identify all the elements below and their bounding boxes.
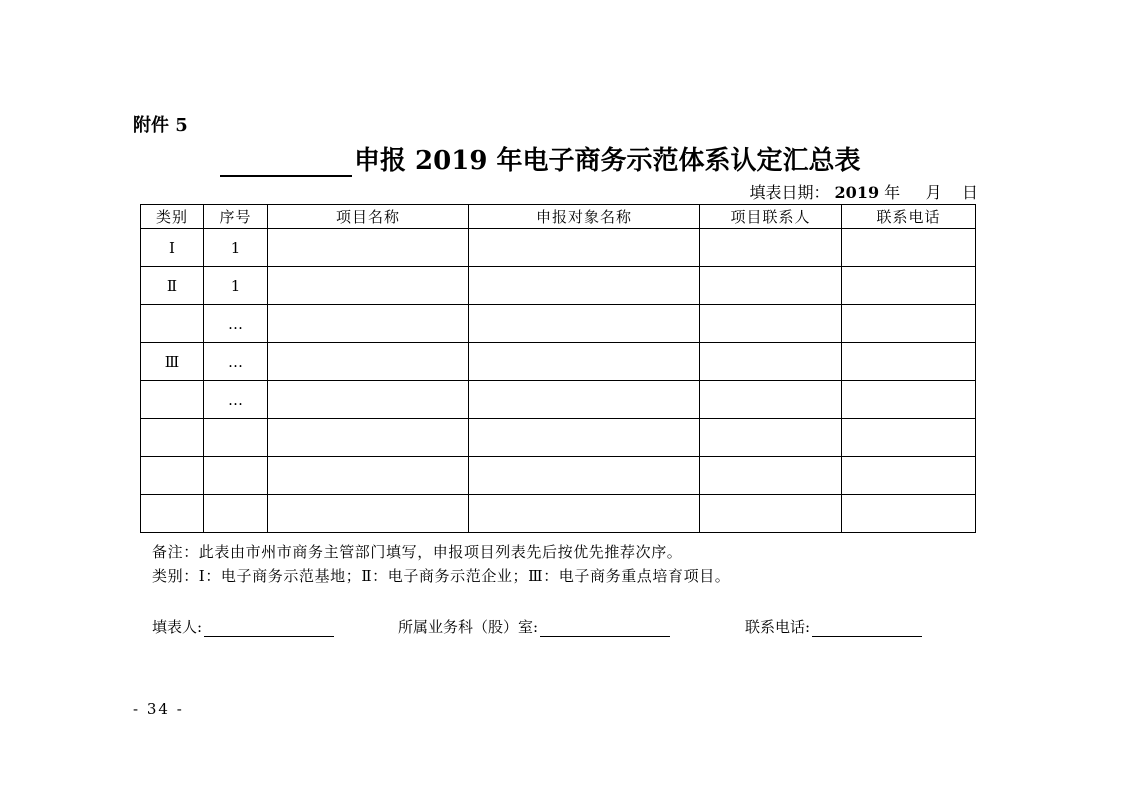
cell-contact-phone[interactable]	[842, 419, 976, 457]
fill-date-year-unit: 年	[884, 183, 901, 202]
fill-date	[749, 180, 978, 203]
cell-contact-person[interactable]	[700, 267, 842, 305]
cell-contact-phone[interactable]	[842, 267, 976, 305]
cell-project-name[interactable]	[268, 343, 469, 381]
cell-contact-person[interactable]	[700, 343, 842, 381]
cell-applicant-name[interactable]	[469, 267, 700, 305]
cell-applicant-name[interactable]	[469, 457, 700, 495]
cell-contact-person[interactable]	[700, 229, 842, 267]
cell-applicant-name[interactable]	[469, 495, 700, 533]
cell-project-name[interactable]	[268, 305, 469, 343]
cell-applicant-name[interactable]	[469, 343, 700, 381]
summary-table	[140, 204, 976, 533]
header-seq: 序号	[204, 205, 268, 229]
table-row	[141, 305, 976, 343]
cell-contact-phone[interactable]	[842, 229, 976, 267]
cell-category	[141, 381, 204, 419]
cell-applicant-name[interactable]	[469, 419, 700, 457]
cell-seq: …	[204, 305, 268, 343]
cell-contact-person[interactable]	[700, 381, 842, 419]
fill-date-day-unit: 日	[961, 183, 978, 202]
table-header-row	[141, 205, 976, 229]
cell-project-name[interactable]	[268, 419, 469, 457]
fill-date-label: 填表日期：	[749, 183, 830, 202]
cell-category: Ⅲ	[141, 343, 204, 381]
filler-field	[152, 616, 334, 637]
fill-date-year: 2019	[834, 183, 880, 202]
page-title	[220, 140, 860, 177]
header-applicant-name: 申报对象名称	[469, 205, 700, 229]
fill-date-month-unit: 月	[925, 183, 942, 202]
cell-contact-person[interactable]	[700, 305, 842, 343]
cell-category	[141, 305, 204, 343]
cell-project-name[interactable]	[268, 381, 469, 419]
header-category: 类别	[141, 205, 204, 229]
cell-applicant-name[interactable]	[469, 305, 700, 343]
phone-field	[745, 616, 922, 637]
cell-contact-phone[interactable]	[842, 381, 976, 419]
cell-category	[141, 419, 204, 457]
title-blank-line	[220, 145, 352, 177]
header-contact-person: 项目联系人	[700, 205, 842, 229]
cell-project-name[interactable]	[268, 229, 469, 267]
cell-contact-person[interactable]	[700, 457, 842, 495]
cell-seq	[204, 457, 268, 495]
filler-blank[interactable]	[204, 620, 334, 637]
title-text: 申报 2019 年电子商务示范体系认定汇总表	[354, 146, 861, 176]
note-line-1: 备注：此表由市州市商务主管部门填写，申报项目列表先后按优先推荐次序。	[152, 543, 683, 561]
table-row	[141, 419, 976, 457]
department-blank[interactable]	[540, 620, 670, 637]
page-number: - 34 -	[133, 700, 184, 718]
cell-project-name[interactable]	[268, 457, 469, 495]
note-line-2: 类别：Ⅰ：电子商务示范基地；Ⅱ：电子商务示范企业；Ⅲ：电子商务重点培育项目。	[152, 567, 731, 585]
cell-contact-phone[interactable]	[842, 305, 976, 343]
table-row	[141, 381, 976, 419]
table-row	[141, 267, 976, 305]
phone-blank[interactable]	[812, 620, 922, 637]
cell-category: Ⅰ	[141, 229, 204, 267]
department-label: 所属业务科（股）室:	[398, 618, 539, 636]
cell-category	[141, 495, 204, 533]
table-row	[141, 343, 976, 381]
table-row	[141, 229, 976, 267]
cell-category: Ⅱ	[141, 267, 204, 305]
header-project-name: 项目名称	[268, 205, 469, 229]
cell-seq: …	[204, 343, 268, 381]
filler-label: 填表人:	[152, 618, 203, 636]
cell-seq: 1	[204, 267, 268, 305]
table-row	[141, 457, 976, 495]
attachment-label: 附件 5	[133, 115, 188, 136]
header-contact-phone: 联系电话	[842, 205, 976, 229]
cell-project-name[interactable]	[268, 267, 469, 305]
cell-contact-phone[interactable]	[842, 495, 976, 533]
cell-project-name[interactable]	[268, 495, 469, 533]
phone-label: 联系电话:	[745, 618, 811, 636]
cell-contact-phone[interactable]	[842, 457, 976, 495]
department-field	[398, 616, 670, 637]
table-row	[141, 495, 976, 533]
cell-contact-phone[interactable]	[842, 343, 976, 381]
cell-category	[141, 457, 204, 495]
cell-seq	[204, 419, 268, 457]
cell-seq: 1	[204, 229, 268, 267]
cell-applicant-name[interactable]	[469, 381, 700, 419]
cell-seq: …	[204, 381, 268, 419]
cell-contact-person[interactable]	[700, 495, 842, 533]
cell-seq	[204, 495, 268, 533]
cell-applicant-name[interactable]	[469, 229, 700, 267]
cell-contact-person[interactable]	[700, 419, 842, 457]
